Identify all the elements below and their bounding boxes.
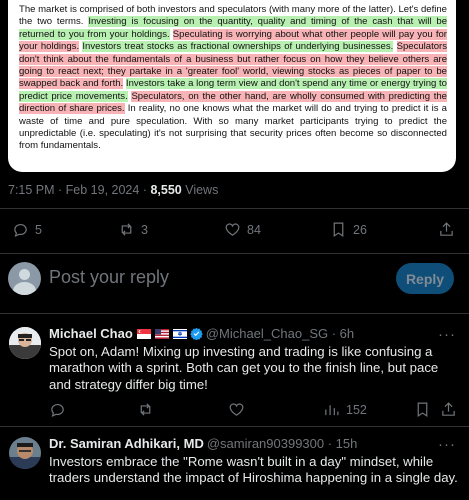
highlight-green: Investing is focusing on the quantity, quality and timing of the cash that will be returned to you from your holdings. xyxy=(19,16,448,40)
views-count: 8,550 xyxy=(150,183,182,197)
verified-icon xyxy=(190,327,203,340)
like-count: 84 xyxy=(247,222,261,237)
reply-actions xyxy=(0,401,469,421)
share-button[interactable] xyxy=(440,401,457,418)
plain-text: In reality, no one knows what the market will do and trying to predict it is a waste of time and pure speculation. With so many market participants trying to predict the unpredictable (i.e. speculating) it's not surprising that security prices often become so disconnected from fundamentals. xyxy=(19,103,447,152)
author-name[interactable]: Michael Chao xyxy=(49,326,133,341)
author-name[interactable]: Dr. Samiran Adhikari, MD xyxy=(49,436,204,451)
divider xyxy=(0,253,469,254)
repost-icon xyxy=(137,401,154,418)
views-count: 152 xyxy=(346,402,367,417)
reply-icon xyxy=(12,221,29,238)
reply-stat[interactable] xyxy=(12,221,42,238)
highlight-green: Investors treat stocks as fractional ownerships of underlying businesses. xyxy=(82,41,394,53)
singapore-flag-icon xyxy=(137,329,151,339)
post-time: 7:15 PM · Feb 19, 2024 · xyxy=(8,183,151,197)
author-handle[interactable]: @samiran90399300 · 15h xyxy=(206,436,358,451)
post-timestamp[interactable] xyxy=(8,183,218,197)
repost-stat[interactable] xyxy=(118,221,148,238)
tweet-text: Spot on, Adam! Mixing up investing and trading is like confusing a marathon with a sprint. Both can get you to the finish line, but pace and strategy differ big time! xyxy=(49,344,439,392)
reply-tweet[interactable] xyxy=(0,436,469,500)
repost-button[interactable] xyxy=(137,401,154,418)
share-icon xyxy=(440,401,457,418)
reply-button[interactable]: Reply xyxy=(396,263,454,294)
tweet-header xyxy=(49,326,354,341)
divider xyxy=(0,208,469,209)
views-label: Views xyxy=(181,183,219,197)
bookmark-button[interactable] xyxy=(414,401,431,418)
repost-icon xyxy=(118,221,135,238)
share-button[interactable] xyxy=(438,221,455,238)
repost-count: 3 xyxy=(141,222,148,237)
more-icon[interactable]: ··· xyxy=(438,326,456,343)
views-stat[interactable] xyxy=(323,401,367,418)
reply-button[interactable] xyxy=(49,401,66,418)
bookmark-stat[interactable] xyxy=(330,221,367,238)
reply-count: 5 xyxy=(35,222,42,237)
like-icon xyxy=(228,401,245,418)
like-button[interactable] xyxy=(228,401,245,418)
highlight-red: Speculators, on the other hand, are wholly consumed with predicting the direction of share prices. xyxy=(19,90,447,115)
post-stats-row xyxy=(0,221,469,241)
quoted-image[interactable] xyxy=(8,0,456,172)
quoted-paragraph xyxy=(19,4,447,153)
reply-composer xyxy=(0,258,469,302)
divider xyxy=(0,313,469,314)
bookmark-icon xyxy=(414,401,431,418)
views-icon xyxy=(323,401,340,418)
bookmark-count: 26 xyxy=(353,222,367,237)
reply-icon xyxy=(49,401,66,418)
author-handle[interactable]: @Michael_Chao_SG · 6h xyxy=(205,326,355,341)
avatar[interactable] xyxy=(9,437,41,469)
like-stat[interactable] xyxy=(224,221,261,238)
plain-text: The market is comprised of both investors and speculators (with many more of the latter). Let's define the two terms. xyxy=(19,4,447,28)
more-icon[interactable]: ··· xyxy=(438,436,456,453)
bookmark-icon xyxy=(330,221,347,238)
avatar xyxy=(8,262,41,295)
tweet-header xyxy=(49,436,357,451)
highlight-red: Speculators don't think about the fundamentals of a business but rather focus on how they believe others are going to react next; they partake in a 'greater fool' world, viewing stocks as pieces of paper to be swapped back and forth. xyxy=(19,41,447,90)
reply-input[interactable]: Post your reply xyxy=(49,267,170,287)
divider xyxy=(0,426,469,427)
highlight-green: Investors take a long term view and don't spend any time or energy trying to predict price movements. xyxy=(19,78,447,102)
avatar[interactable] xyxy=(9,327,41,359)
highlight-red: Speculating is worrying about what other people will pay you for your holdings. xyxy=(19,28,447,53)
like-icon xyxy=(224,221,241,238)
israel-flag-icon xyxy=(173,329,187,339)
us-flag-icon xyxy=(155,329,169,339)
tweet-text: Investors embrace the "Rome wasn't built in a day" mindset, while traders understand the impact of Hiroshima happening in a single day. xyxy=(49,454,458,486)
share-icon xyxy=(438,221,455,238)
